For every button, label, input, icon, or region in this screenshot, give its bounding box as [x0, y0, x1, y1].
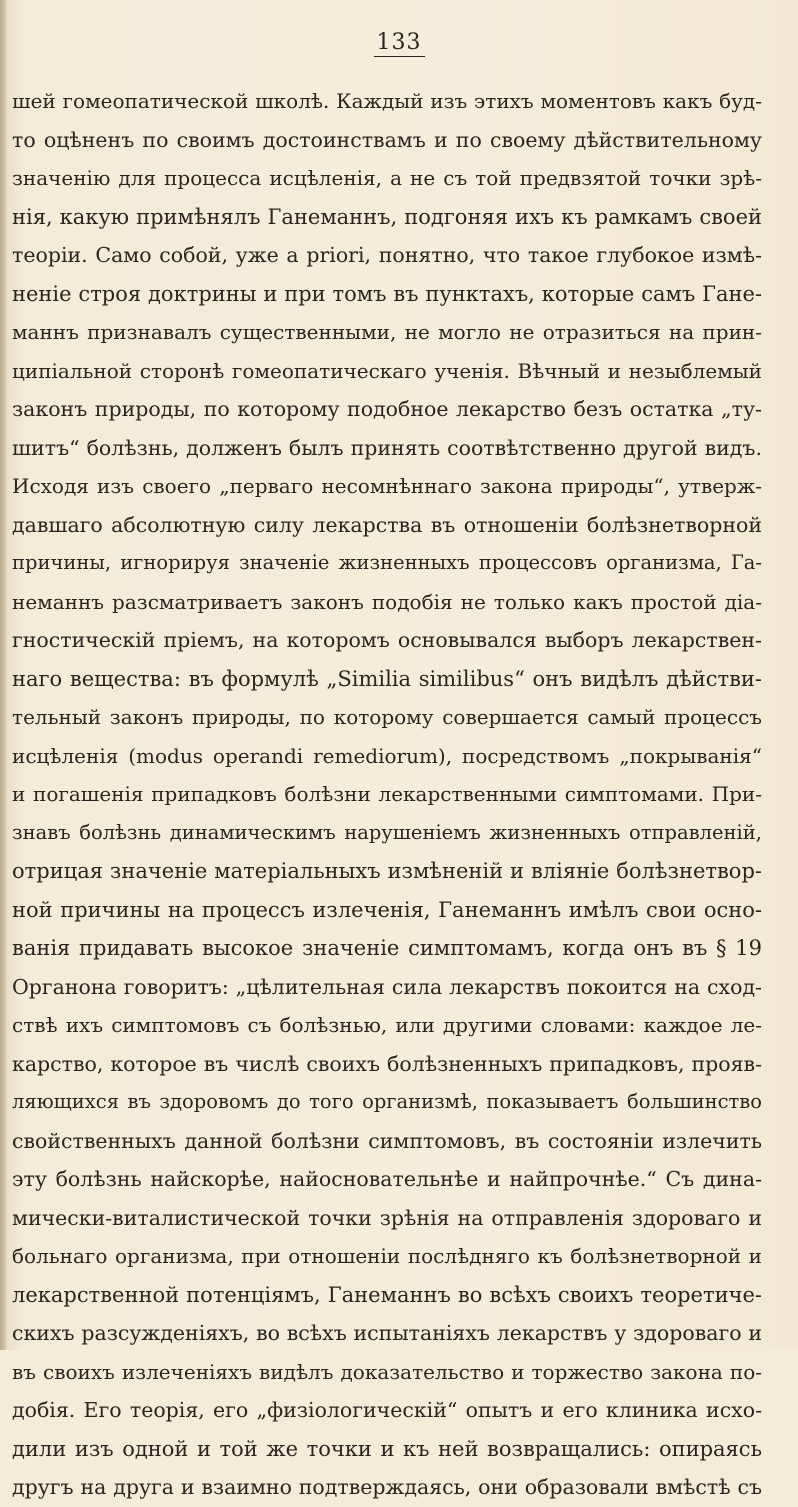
text-line: отрицая значеніе матеріальныхъ измѣненій и вліяніе болѣзнетвор- [12, 859, 762, 883]
page-number [0, 30, 798, 55]
text-line: нія, какую примѣнялъ Ганеманнъ, подгоняя ихъ къ рамкамъ своей [12, 204, 762, 229]
text-line: законъ природы, по которому подобное лекарство безъ остатка „ту- [12, 397, 762, 421]
book-spine-edge [0, 0, 6, 1350]
text-line: добія. Его теорія, его „физіологическій“ опытъ и его клиника исхо- [12, 1398, 762, 1422]
text-line: карство, которое въ числѣ своихъ болѣзненныхъ припадковъ, прояв- [12, 1051, 762, 1076]
text-line: давшаго абсолютную силу лекарства въ отношеніи болѣзнетворной [12, 512, 762, 537]
text-line: маннъ признавалъ существенными, не могло не отразиться на прин- [12, 320, 762, 344]
text-line: значенію для процесса исцѣленія, а не съ той предвзятой точки зрѣ- [12, 166, 762, 190]
text-line: дили изъ одной и той же точки и къ ней возвращались: опираясь [12, 1436, 762, 1461]
text-line: ствѣ ихъ симптомовъ съ болѣзнью, или другими словами: каждое ле- [12, 1013, 762, 1037]
text-line: ной причины на процессъ излеченія, Ганеманнъ имѣлъ свои осно- [12, 897, 762, 922]
text-line: лекарственной потенціямъ, Ганеманнъ во всѣхъ своихъ теоретиче- [12, 1282, 762, 1307]
text-line: то оцѣненъ по своимъ достоинствамъ и по своему дѣйствительному [12, 127, 762, 152]
text-line: причины, игнорируя значеніе жизненныхъ процессовъ организма, Га- [12, 551, 762, 574]
text-line: неніе строя доктрины и при томъ въ пунктахъ, которые самъ Гане- [12, 281, 762, 306]
text-line: наго вещества: въ формулѣ „Similia similibus“ онъ видѣлъ дѣйстви- [12, 666, 762, 691]
text-line: мически-виталистической точки зрѣнія на отправленія здороваго и [12, 1205, 762, 1230]
text-line: исцѣленія (modus operandi remediorum), посредствомъ „покрыванія“ [12, 743, 762, 768]
text-line: ванія придавать высокое значеніе симптомамъ, когда онъ въ § 19 [12, 936, 762, 960]
page-number-label: 133 [374, 30, 425, 57]
text-line: въ своихъ излеченіяхъ видѣлъ доказательство и торжество закона по- [12, 1359, 762, 1384]
text-line: эту болѣзнь найскорѣе, найосновательнѣе и найпрочнѣе.“ Съ дина- [12, 1167, 762, 1191]
text-line: ляющихся въ здоровомъ до того организмѣ, показываетъ большинство [12, 1090, 762, 1113]
text-line: тельный законъ природы, по которому совершается самый процессъ [12, 705, 762, 729]
text-line: другъ на друга и взаимно подтверждаясь, они образовали вмѣстѣ съ [12, 1475, 762, 1499]
text-line: Исходя изъ своего „перваго несомнѣннаго закона природы“, утверж- [12, 474, 762, 498]
text-line: теоріи. Само собой, уже a priori, понятно, что такое глубокое измѣ- [12, 243, 762, 267]
text-line: больнаго организма, при отношеніи послѣдняго къ болѣзнетворной и [12, 1244, 762, 1268]
text-line: шей гомеопатической школѣ. Каждый изъ этихъ моментовъ какъ буд- [12, 89, 762, 113]
text-line: свойственныхъ данной болѣзни симптомовъ, въ состояніи излечить [12, 1128, 762, 1153]
text-line: шитъ“ болѣзнь, долженъ былъ принять соотвѣтственно другой видъ. [12, 435, 762, 460]
body-text [12, 82, 762, 1507]
text-line: ципіальной сторонѣ гомеопатическаго ученія. Вѣчный и незыблемый [12, 358, 762, 383]
text-line: Органона говоритъ: „цѣлительная сила лекарствъ покоится на сход- [12, 974, 762, 999]
text-line: знавъ болѣзнь динамическимъ нарушеніемъ жизненныхъ отправленій, [12, 820, 762, 844]
text-line: и погашенія припадковъ болѣзни лекарственными симптомами. При- [12, 782, 762, 806]
text-line: скихъ разсужденіяхъ, во всѣхъ испытаніяхъ лекарствъ у здороваго и [12, 1321, 762, 1345]
text-line: неманнъ разсматриваетъ законъ подобія не только какъ простой діа- [12, 589, 762, 614]
text-line: гностическій пріемъ, на которомъ основывался выборъ лекарствен- [12, 628, 762, 652]
